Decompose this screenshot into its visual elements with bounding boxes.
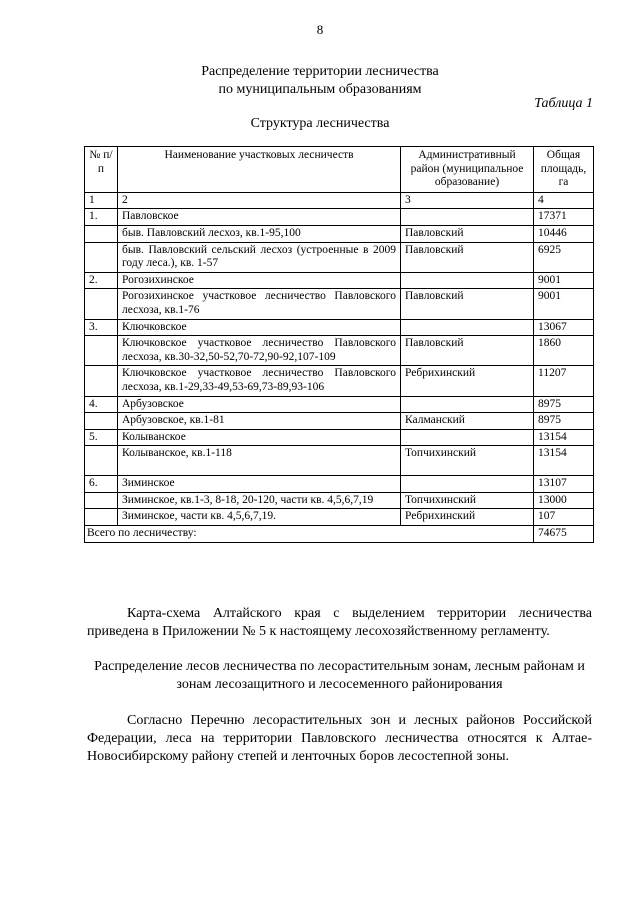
row-num [85, 509, 118, 526]
table-row [85, 242, 594, 272]
header-name: Наименование участковых лесничеств [118, 147, 401, 193]
row-area: 6925 [534, 242, 594, 272]
row-name: Ключковское участковое лесничество Павловского лесхоза, кв.1-29,33-49,53-69,73-89,93-106 [118, 366, 401, 396]
row-area: 9001 [534, 272, 594, 289]
header-district: Административный район (муниципальное образование) [401, 147, 534, 193]
column-number-row [85, 192, 594, 209]
row-num [85, 492, 118, 509]
row-num [85, 446, 118, 476]
row-name: Зиминское, кв.1-3, 8-18, 20-120, части кв. 4,5,6,7,19 [118, 492, 401, 509]
total-area: 74675 [534, 526, 594, 543]
row-district [401, 396, 534, 413]
table-row [85, 492, 594, 509]
row-area: 10446 [534, 225, 594, 242]
column-number: 1 [85, 192, 118, 209]
row-district: Калманский [401, 413, 534, 430]
zones-paragraph: Согласно Перечню лесорастительных зон и лесных районов Российской Федерации, леса на территории Павловского лесничества относятся к Алтае-Новосибирскому району степей и ленточных боров лесостепной зоны. [87, 713, 592, 764]
row-area: 13154 [534, 446, 594, 476]
zones-heading: Распределение лесов лесничества по лесорастительным зонам, лесным районам и зонам лесозащитного и лесосеменного районирования [94, 659, 585, 692]
page-number: 8 [316, 22, 324, 37]
row-name: Зиминское [118, 476, 401, 493]
table-reference: Таблица 1 [534, 96, 593, 111]
table-row [85, 272, 594, 289]
table-row [85, 289, 594, 319]
row-num [85, 289, 118, 319]
table-row [85, 429, 594, 446]
row-district [401, 209, 534, 226]
row-name: Павловское [118, 209, 401, 226]
row-name: быв. Павловский сельский лесхоз (устроенные в 2009 году леса.), кв. 1-57 [118, 242, 401, 272]
row-num: 5. [85, 429, 118, 446]
row-num: 1. [85, 209, 118, 226]
row-district [401, 476, 534, 493]
row-area: 13067 [534, 319, 594, 336]
table-row [85, 396, 594, 413]
row-district: Ребрихинский [401, 366, 534, 396]
table-row [85, 509, 594, 526]
table-total-row [85, 526, 594, 543]
row-name: Колыванское [118, 429, 401, 446]
row-name: Ключковское участковое лесничество Павловского лесхоза, кв.30-32,50-52,70-72,90-92,107-109 [118, 336, 401, 366]
row-area: 107 [534, 509, 594, 526]
table-row [85, 225, 594, 242]
column-number: 3 [401, 192, 534, 209]
row-area: 13000 [534, 492, 594, 509]
row-area: 11207 [534, 366, 594, 396]
table-row [85, 446, 594, 476]
row-num: 6. [85, 476, 118, 493]
table-row [85, 413, 594, 430]
table-header-row [85, 147, 594, 193]
row-num [85, 336, 118, 366]
row-district [401, 429, 534, 446]
total-label: Всего по лесничеству: [85, 526, 534, 543]
header-area: Общая площадь, га [534, 147, 594, 193]
table-caption: Структура лесничества [250, 116, 390, 131]
heading-line-1: Распределение территории лесничества [201, 64, 439, 79]
row-name: Арбузовское [118, 396, 401, 413]
table-row [85, 336, 594, 366]
row-area: 13107 [534, 476, 594, 493]
row-district: Павловский [401, 336, 534, 366]
header-num: № п/п [85, 147, 118, 193]
row-area: 9001 [534, 289, 594, 319]
row-area: 13154 [534, 429, 594, 446]
column-number: 2 [118, 192, 401, 209]
row-num [85, 366, 118, 396]
row-district: Павловский [401, 242, 534, 272]
table-row [85, 319, 594, 336]
row-num: 3. [85, 319, 118, 336]
table-row [85, 476, 594, 493]
row-area: 8975 [534, 413, 594, 430]
row-district [401, 272, 534, 289]
row-name: Колыванское, кв.1-118 [118, 446, 401, 476]
section-heading [0, 63, 640, 99]
row-district: Павловский [401, 289, 534, 319]
row-area: 8975 [534, 396, 594, 413]
map-note-paragraph: Карта-схема Алтайского края с выделением территории лесничества приведена в Приложении № 5 к настоящему лесохозяйственному регламенту. [87, 606, 592, 639]
row-num [85, 413, 118, 430]
row-num: 4. [85, 396, 118, 413]
row-area: 17371 [534, 209, 594, 226]
row-district: Павловский [401, 225, 534, 242]
row-area: 1860 [534, 336, 594, 366]
row-name: Рогозихинское [118, 272, 401, 289]
row-district: Топчихинский [401, 446, 534, 476]
row-district: Топчихинский [401, 492, 534, 509]
row-name: Арбузовское, кв.1-81 [118, 413, 401, 430]
row-district: Ребрихинский [401, 509, 534, 526]
table-row [85, 209, 594, 226]
row-num: 2. [85, 272, 118, 289]
forestry-structure-table [84, 146, 594, 543]
row-name: Зиминское, части кв. 4,5,6,7,19. [118, 509, 401, 526]
row-name: быв. Павловский лесхоз, кв.1-95,100 [118, 225, 401, 242]
row-name: Рогозихинское участковое лесничество Павловского лесхоза, кв.1-76 [118, 289, 401, 319]
row-district [401, 319, 534, 336]
row-num [85, 242, 118, 272]
row-name: Ключковское [118, 319, 401, 336]
table-row [85, 366, 594, 396]
column-number: 4 [534, 192, 594, 209]
heading-line-2: по муниципальным образованиям [218, 82, 422, 97]
row-num [85, 225, 118, 242]
